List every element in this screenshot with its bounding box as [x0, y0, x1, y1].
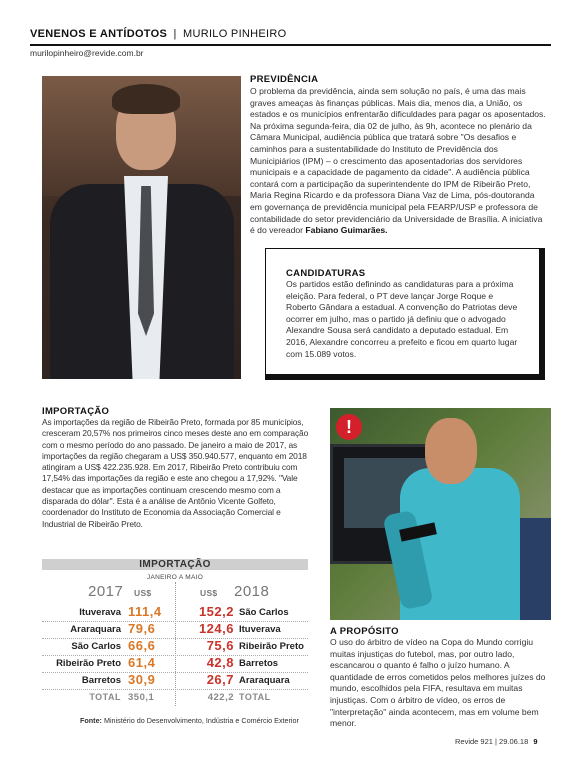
previdencia-body: [250, 86, 546, 237]
row-separator: [42, 672, 308, 673]
header-rule: [30, 44, 551, 46]
row-separator: [42, 638, 308, 639]
row-separator: [42, 689, 308, 690]
right-city: Barretos: [239, 658, 279, 669]
right-city: Araraquara: [239, 675, 290, 686]
total-right: 422,2: [207, 692, 234, 703]
left-value: 61,4: [128, 655, 156, 670]
source-label: Fonte:: [80, 716, 102, 725]
unit-left: US$: [134, 588, 152, 598]
author-email: murilopinheiro@revide.com.br: [30, 48, 144, 58]
previdencia-text: O problema da previdência, ainda sem solução no país, é uma das mais graves ameaças às finanças públicas. Mais dia, menos dia, a União, os estados e os municípios enfrentarão dificuldades para pagar os aposentados. Na próxima segunda-feira, dia 02 de julho, às 9h, acontece no plenário da Câmara Municipal, audiência pública que tratará sobre "Os desafios e caminhos para a sustentabilidade do Instituto de Previdência dos Municipiários (IPM) – o crescimento das aposentadorias dos servidores municipais e a capacidade de pagamento da cidade". A audiência pública contará com a participação da superintendente do IPM de Ribeirão Preto, Maria Regina Ricardo e da professora Diana Vaz de Lima, pós-doutoranda em governança de previdência municipal pela FEARP/USP e professora de contabilidade do setor previdenciário da Universidade de Brasília. A iniciativa é do vereador: [250, 86, 546, 236]
issue-info: Revide 921 | 29.06.18: [455, 737, 529, 746]
left-value: 79,6: [128, 621, 156, 636]
column-header: [30, 28, 287, 40]
left-city: Barretos: [81, 675, 121, 686]
year-left: 2017: [88, 583, 124, 600]
left-value: 30,9: [128, 672, 156, 687]
aproposito-title: A PROPÓSITO: [330, 626, 399, 637]
previdencia-highlight: Fabiano Guimarães.: [305, 225, 388, 236]
referee-photo: [330, 408, 551, 620]
header-separator: |: [173, 28, 177, 40]
table-source: [80, 716, 299, 725]
total-label-left: TOTAL: [89, 692, 121, 702]
total-label-right: TOTAL: [239, 692, 271, 702]
importacao-body: As importações da região de Ribeirão Preto, formada por 85 municípios, cresceram 20,57% nos primeiros cinco meses deste ano em comparação com o mesmo período do ano passado. De janeiro a maio de 2017, as importações da região chegaram a US$ 350.940.577, enquanto em 2018 atingiram a US$ 422.235.928. Em 2017, Ribeirão Preto contribuiu com 17,54% das importações da região e este ano chegou a 17,92%. "Vale destacar que as importações continuam crescendo mesmo com a disparada do dólar". Esta é a análise de Antônio Vicente Golfeto, coordenador do Instituto de Economia da Associação Comercial e Industrial de Ribeirão Preto.: [42, 417, 309, 529]
row-separator: [42, 621, 308, 622]
row-separator: [42, 655, 308, 656]
importacao-section: [42, 406, 310, 530]
left-city: São Carlos: [71, 641, 121, 652]
right-value: 75,6: [206, 638, 234, 653]
left-value: 111,4: [128, 604, 162, 619]
previdencia-title: PREVIDÊNCIA: [250, 74, 319, 85]
page-number: 9: [533, 737, 538, 746]
page-footer: [455, 737, 538, 746]
total-left: 350,1: [128, 692, 155, 703]
right-value: 152,2: [198, 604, 234, 619]
previdencia-section: [250, 74, 546, 237]
source-text: Ministério do Desenvolvimento, Indústria e Comércio Exterior: [103, 716, 299, 725]
candidaturas-box: [265, 248, 545, 380]
left-value: 66,6: [128, 638, 156, 653]
right-value: 124,6: [198, 621, 234, 636]
table-total-row: [42, 692, 308, 704]
table-title: IMPORTAÇÃO: [42, 559, 308, 570]
left-city: Ribeirão Preto: [56, 658, 121, 669]
left-city: Ituverava: [79, 607, 121, 618]
author-name: MURILO PINHEIRO: [183, 28, 287, 40]
candidaturas-title: CANDIDATURAS: [286, 268, 366, 279]
alert-icon: !: [336, 414, 362, 440]
aproposito-section: [330, 626, 548, 730]
year-right: 2018: [234, 583, 270, 600]
column-name: VENENOS E ANTÍDOTOS: [30, 28, 168, 40]
table-subtitle: JANEIRO A MAIO: [146, 574, 204, 581]
aproposito-body: O uso do árbitro de vídeo na Copa do Mundo corrigiu muitas injustiças do futebol, mas, por outro lado, escancarou o quanto é falho o juízo humano. A quantidade de erros cometidos pelos melhores juízes do mundo, escolhidos pela FIFA, resultava em muitas injustiças. Com o árbitro de vídeo, os erros de "interpretação" ainda acontecem, mas em volume bem menor.: [330, 637, 546, 729]
importacao-title: IMPORTAÇÃO: [42, 406, 110, 417]
right-city: Ribeirão Preto: [239, 641, 304, 652]
unit-right: US$: [200, 588, 218, 598]
right-city: São Carlos: [239, 607, 289, 618]
right-value: 42,8: [206, 655, 234, 670]
right-value: 26,7: [206, 672, 234, 687]
left-city: Araraquara: [70, 624, 121, 635]
right-city: Ituverava: [239, 624, 281, 635]
candidaturas-body: Os partidos estão definindo as candidaturas para a próxima eleição. Para federal, o PT deve lançar Jorge Roque e Roberto Gândara a estadual. A convenção do Patriotas deve ocorrer em julho, mas o partido já definiu que o advogado Alexandre Sousa será candidato a deputado estadual. Em 2016, Alexandre concorreu a prefeito e ficou em quarto lugar com 15.089 votos.: [286, 279, 518, 359]
portrait-photo: [42, 76, 241, 379]
